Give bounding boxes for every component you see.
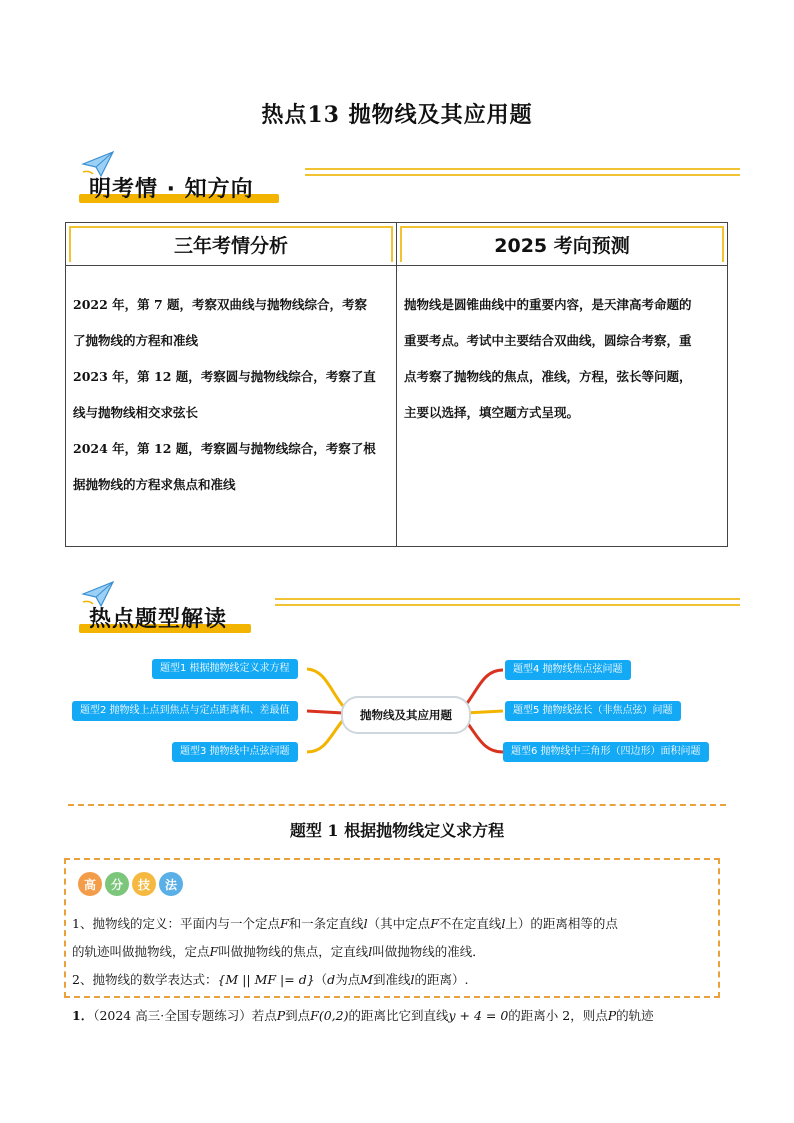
banner-title: 热点题型解读 xyxy=(89,607,228,632)
analysis-line: 2023 年，第 12 题，考察圆与抛物线综合，考察了直 xyxy=(73,369,376,384)
tip-formula-line: 2、抛物线的数学表达式：{M || MF |= d}（d为点M到准线l的距离）. xyxy=(72,972,469,987)
badge-char: 高 xyxy=(78,872,102,896)
analysis-line: 线与抛物线相交求弦长 xyxy=(73,405,199,420)
document-title: 热点13 抛物线及其应用题 xyxy=(261,102,533,128)
forecast-line: 主要以选择，填空题方式呈现。 xyxy=(404,405,580,420)
forecast-line: 重要考点。考试中主要结合双曲线，圆综合考察，重 xyxy=(404,333,692,348)
banner-title: 明考情 · 知方向 xyxy=(89,177,254,202)
badge-char: 法 xyxy=(159,872,183,896)
mindmap-node-type3: 题型3 抛物线中点弦问题 xyxy=(172,742,298,762)
analysis-line: 据抛物线的方程求焦点和准线 xyxy=(73,477,236,492)
dashed-divider xyxy=(68,804,726,806)
high-score-tips-badge xyxy=(78,872,183,896)
mindmap-node-type6: 题型6 抛物线中三角形（四边形）面积问题 xyxy=(503,742,709,762)
mindmap-center-node: 抛物线及其应用题 xyxy=(341,696,471,734)
forecast-line: 抛物线是圆锥曲线中的重要内容，是天津高考命题的 xyxy=(404,297,692,312)
header-label: 2025 考向预测 xyxy=(494,234,630,257)
analysis-line: 2022 年，第 7 题，考察双曲线与抛物线综合，考察 xyxy=(73,297,368,312)
mindmap-node-type1: 题型1 根据抛物线定义求方程 xyxy=(152,659,298,679)
header-label: 三年考情分析 xyxy=(173,234,288,257)
question-1: 1．（2024 高三·全国专题练习）若点P到点F(0,2)的距离比它到直线y + 4 = 0的距离小 2，则点P的轨迹 xyxy=(72,1008,654,1023)
badge-char: 分 xyxy=(105,872,129,896)
tip-definition-line1: 1、抛物线的定义：平面内与一个定点F和一条定直线l（其中定点F不在定直线l上）的距离相等的点 xyxy=(72,916,618,931)
forecast-line: 点考察了抛物线的焦点，准线，方程，弦长等问题， xyxy=(404,369,692,384)
analysis-line: 2024 年，第 12 题，考察圆与抛物线综合，考察了根 xyxy=(73,441,376,456)
mindmap-node-type5: 题型5 抛物线弦长（非焦点弦）问题 xyxy=(505,701,681,721)
type1-heading: 题型 1 根据抛物线定义求方程 xyxy=(289,821,505,840)
badge-char: 技 xyxy=(132,872,156,896)
mindmap-node-type4: 题型4 抛物线焦点弦问题 xyxy=(505,660,631,680)
analysis-line: 了抛物线的方程和准线 xyxy=(73,333,199,348)
tip-definition-line2: 的轨迹叫做抛物线，定点F叫做抛物线的焦点，定直线l叫做抛物线的准线． xyxy=(72,944,485,959)
mindmap-node-type2: 题型2 抛物线上点到焦点与定点距离和、差最值 xyxy=(72,701,298,721)
